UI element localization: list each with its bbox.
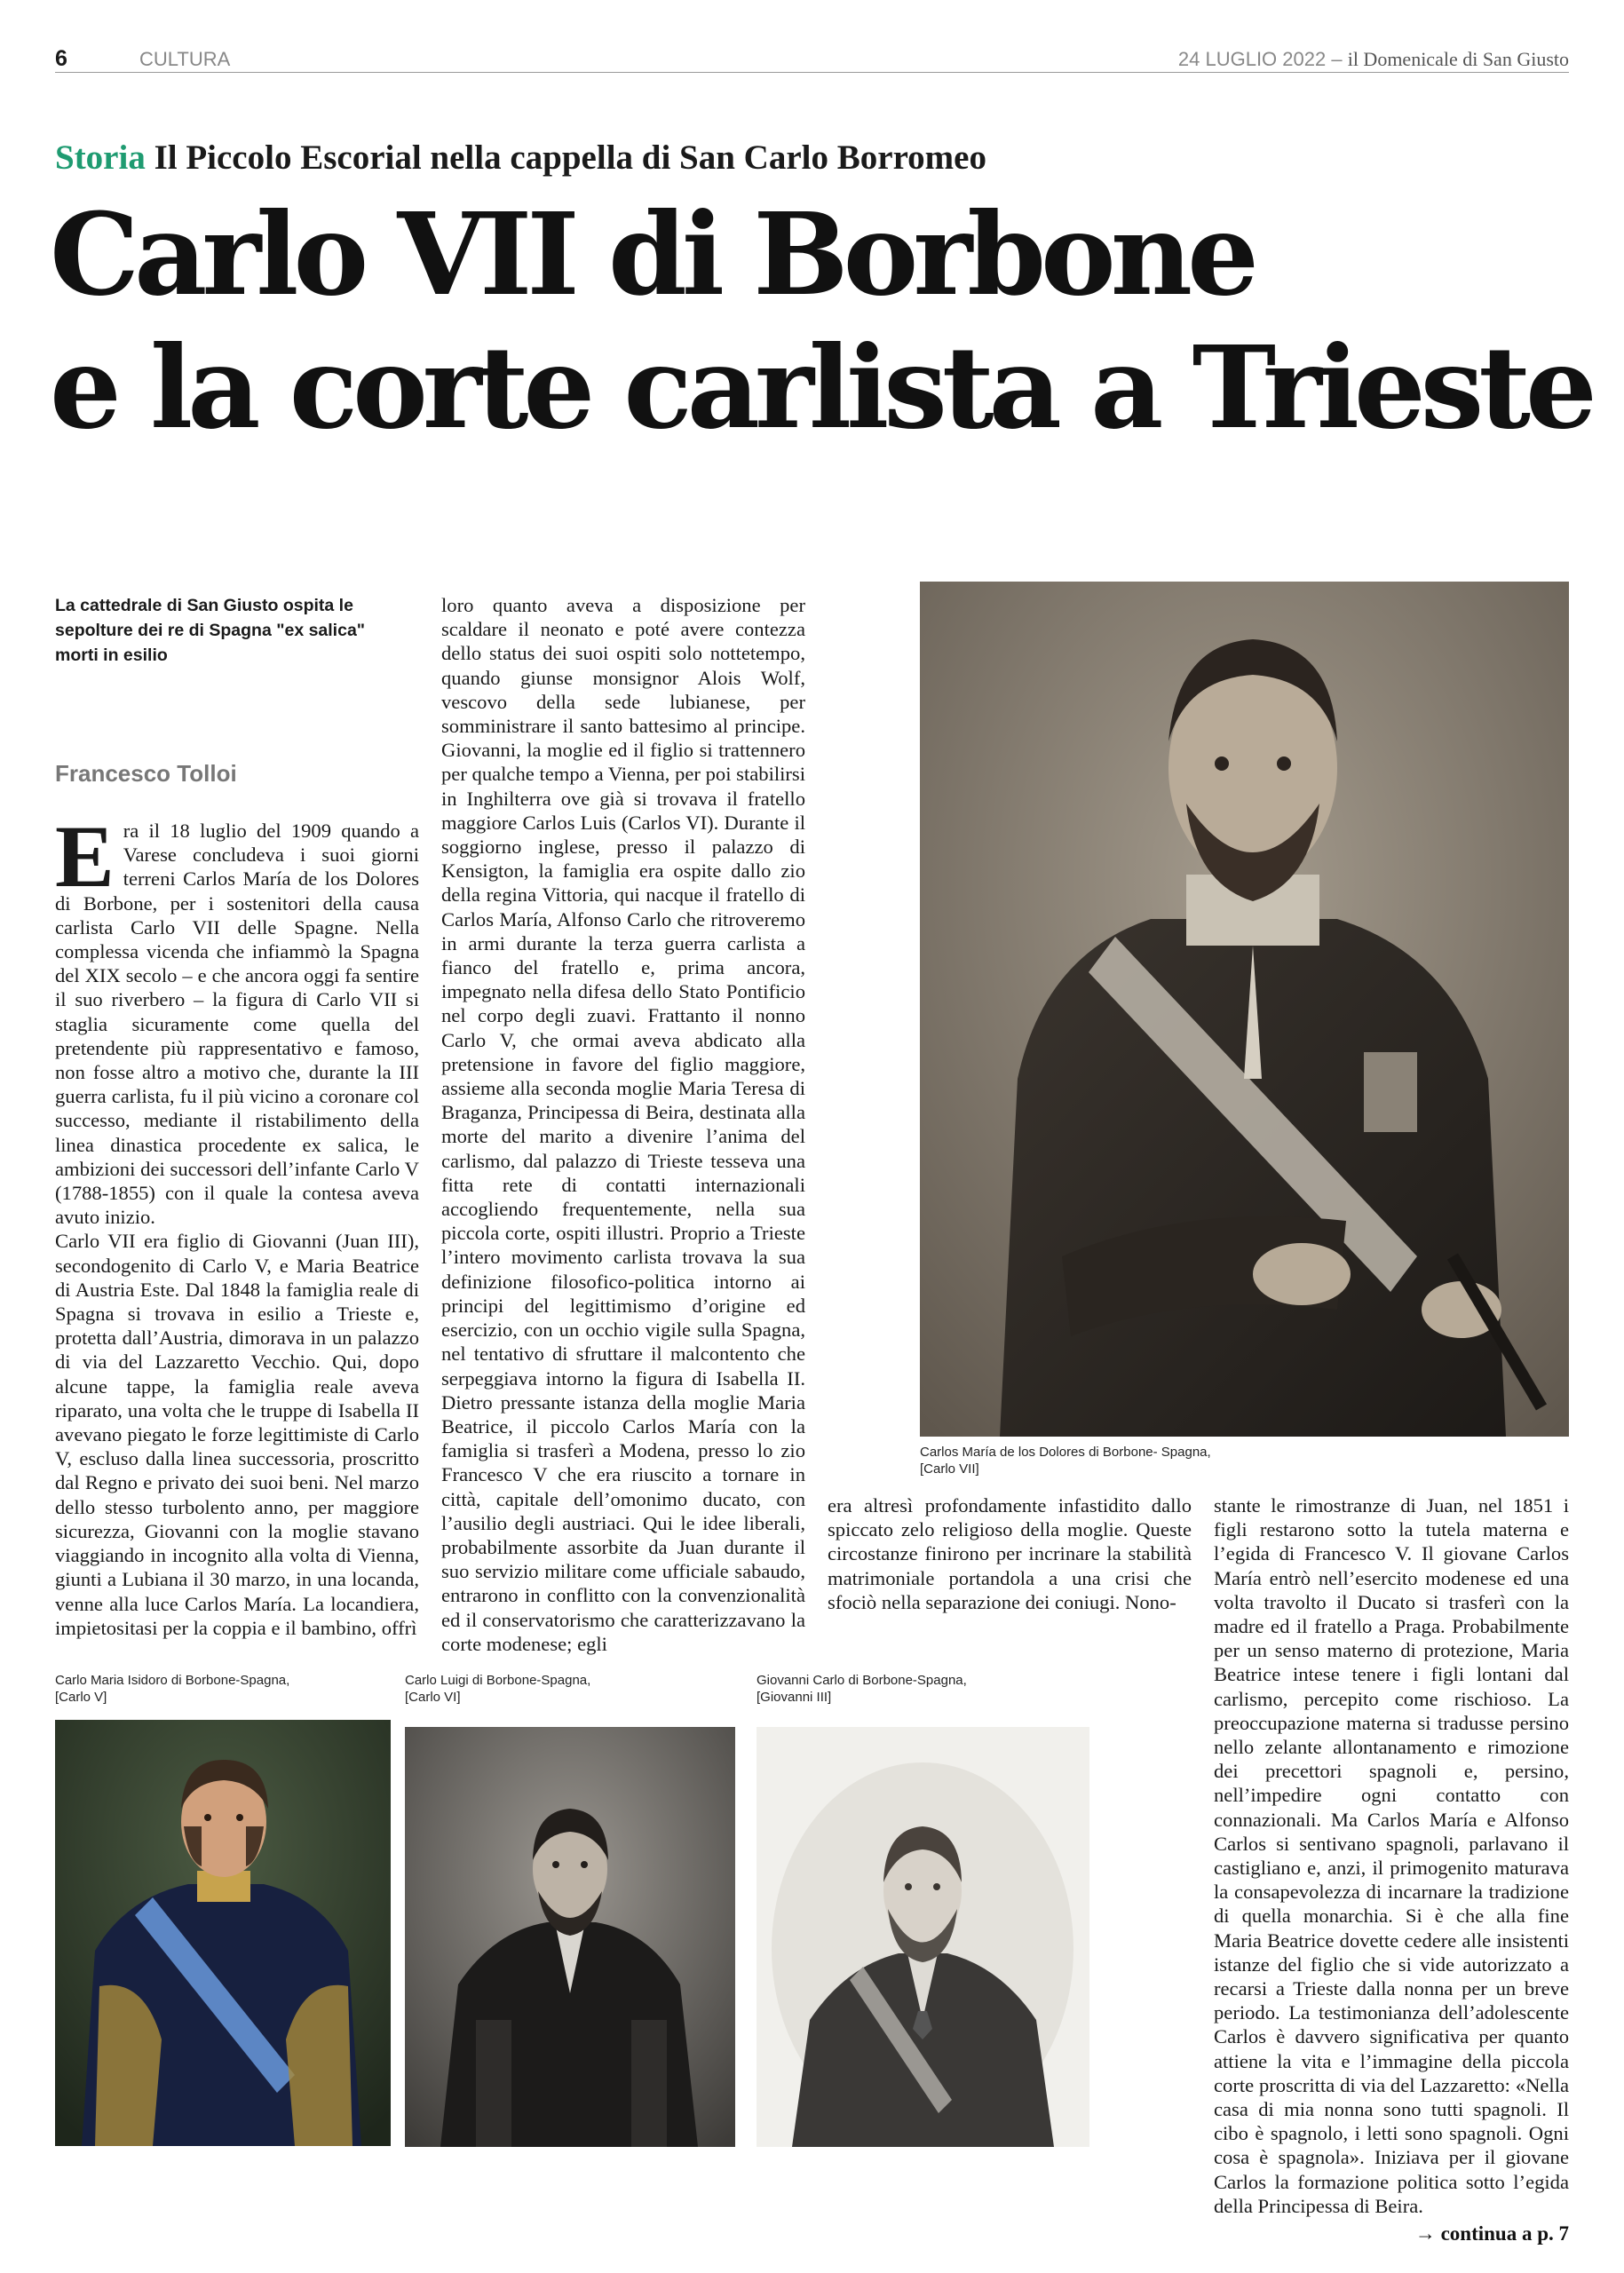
headline-line-2: e la corte carlista a Trieste	[50, 321, 1592, 454]
author-byline: Francesco Tolloi	[55, 760, 237, 787]
portrait-carlo-vii-image	[920, 582, 1569, 1437]
portrait-carlo-v-image	[55, 1720, 391, 2146]
kicker-tag: Storia	[55, 139, 146, 177]
caption-carlo-v	[55, 1672, 392, 1706]
portrait-giovanni-iii	[757, 1727, 1089, 2147]
issue-date: 24 LUGLIO 2022	[1177, 48, 1327, 70]
headline	[50, 188, 1592, 455]
caption-carlo-vi-line-2: [Carlo VI]	[405, 1690, 461, 1705]
caption-carlo-vi	[405, 1672, 742, 1706]
portrait-giovanni-iii-image	[757, 1727, 1089, 2147]
article-column-3	[828, 1493, 1192, 1614]
portrait-carlo-vii	[920, 582, 1569, 1437]
subhead: La cattedrale di San Giusto ospita le sepolture dei re di Spagna "ex salica" morti in esilio	[55, 596, 366, 665]
paragraph-1	[55, 807, 419, 1229]
caption-giovanni-iii	[757, 1672, 1094, 1706]
page-number: 6	[55, 46, 67, 71]
caption-carlo-v-line-1: Carlo Maria Isidoro di Borbone-Spagna,	[55, 1673, 290, 1688]
kicker	[55, 138, 986, 178]
caption-carlo-vii-line-1: Carlos María de los Dolores di Borbone- Spagna,	[920, 1445, 1211, 1460]
continua-link[interactable]: → continua a p. 7	[1414, 2222, 1569, 2245]
portrait-carlo-vi-image	[405, 1727, 735, 2147]
paragraph-1-text: ra il 18 luglio del 1909 quando a Varese concludeva i suoi giorni terreni Carlos María de los Dolores di Borbone, per i sostenitori della causa carlista Carlo VII delle Spagne. Nella complessa vicenda che infiammò la Spagna del XIX secolo – e che ancora oggi fa sentire il suo riverbero – la figura di Carlo VII si staglia sicuramente come quella del pretendente più rappresentativo e famoso, non fosse altro a motivo che, durante la III guerra carlista, fu il più vicino a coronare col successo, mediante il ristabilimento della linea dinastica procedente ex salica, le ambizioni dei successori dell’infante Carlo V (1788-1855) con il quale la contesa aveva avuto inizio.	[55, 820, 419, 1229]
issue-separator: –	[1326, 48, 1348, 70]
paragraph-4: era altresì profondamente infastidito dallo spiccato zelo religioso della moglie. Queste circostanze finirono per incrinare la stabilità matrimoniale portandola a una crisi che sfociò nella separazione dei coniugi. Nono-	[828, 1494, 1192, 1613]
caption-carlo-vii-line-2: [Carlo VII]	[920, 1461, 979, 1477]
caption-giovanni-iii-line-2: [Giovanni III]	[757, 1690, 832, 1705]
paragraph-3: loro quanto aveva a disposizione per scaldare il neonato e poté avere contezza dello status dei suoi ospiti solo nottetempo, quando giunse monsignor Alois Wolf, vescovo della sede lubianese, per somministrare il santo battesimo al principe. Giovanni, la moglie ed il figlio si trattennero per qualche tempo a Vienna, per poi stabilirsi in Inghilterra ove già si trovava il fratello maggiore Carlos Luis (Carlos VI). Durante il soggiorno inglese, presso il palazzo di Kensigton, la famiglia era ospite dallo zio della regina Vittoria, qui nacque il fratello di Carlos María, Alfonso Carlo che ritroveremo in armi durante la terza guerra carlista a fianco del fratello e, prima ancora, impegnato nella difesa dello Stato Pontificio nel corpo degli zuavi. Frattanto il nonno Carlo V, che ormai aveva abdicato alla pretensione in favore del figlio maggiore, assieme alla seconda moglie Maria Teresa di Braganza, Principessa di Beira, destinata alla morte del marito a divenire l’anima del carlismo, dal palazzo di Trieste tesseva una fitta rete di contatti internazionali accogliendo frequentemente, nella sua piccola corte, ospiti illustri. Proprio a Trieste l’intero movimento carlista trovava la sua definizione filosofico-politica intorno ai principi del legittimismo d’origine ed esercizio, con un occhio vigile sulla Spagna, nel tentativo di sfruttare il malcontento che serpeggiava intorno la figura di Isabella II. Dietro pressante istanza della moglie Maria Beatrice, il piccolo Carlos María con la famiglia si trasferì a Modena, presso lo zio Francesco V che era riuscito a tornare in città, capitale dell’omonimo ducato, con l’ausilio degli austriaci. Qui le idee liberali, probabilmente assorbite da Juan durante il suo servizio militare come ufficiale sabaudo, entrarono in conflitto con la convenzionalità ed il conservatorismo che caratterizzavano la corte modenese; egli	[441, 594, 805, 1655]
article-column-1	[55, 807, 419, 1640]
portrait-carlo-v	[55, 1720, 391, 2146]
kicker-text: Il Piccolo Escorial nella cappella di San Carlo Borromeo	[154, 139, 986, 177]
section-label: CULTURA	[139, 48, 231, 70]
paragraph-2: Carlo VII era figlio di Giovanni (Juan III), secondogenito di Carlo V, e Maria Beatrice di Austria Este. Dal 1848 la famiglia reale di Spagna si trovava in esilio a Trieste e, protetta dall’Austria, dimorava in un palazzo di via del Lazzaretto Vecchio. Qui, dopo alcune tappe, la famiglia reale aveva riparato, una volta che le truppe di Isabella II avevano piegato le forze legittimiste di Carlo V, escluso dalla linea successoria, proscritto dal Regno e privato dei suoi beni. Nel marzo dello stesso turbolento anno, per maggiore sicurezza, Giovanni con la moglie stavano viaggiando in incognito alla volta di Vienna, giunti a Lubiana il 30 marzo, in una locanda, venne alla luce Carlos María. La locandiera, impietositasi per la coppia e il bambino, offrì	[55, 1230, 419, 1639]
issue-info	[1178, 48, 1569, 71]
paragraph-5: stante le rimostranze di Juan, nel 1851 i figli restarono sotto la tutela materna e l’egida di Francesco V. Il giovane Carlos María entrò nell’esercito modenese ed una volta travolto il Ducato si trasferì con la madre ed il fratello a Praga. Probabilmente per un senso materno di protezione, Maria Beatrice intese tenere i figli lontani dal carlismo, percepito come rischioso. La preoccupazione materna si tradusse persino nello zelante allontanamento e rimozione dei precettori spagnoli e, persino, nell’impedire ogni contatto con connazionali. Ma Carlos María e Alfonso Carlos si sentivano spagnoli, parlavano il castigliano e, anzi, il primogenito maturava la consapevolezza di incarnare la tradizione di quella monarchia. Si è che alla fine Maria Beatrice dovette cedere alle insistenti istanze del figlio che si vide autorizzato a recarsi a Trieste dalla nonna per un breve periodo. La testimonianza dell’adolescente Carlos è davvero significativa per quanto attiene la vita e l’immagine della piccola corte proscritta di via del Lazzaretto: «Nella casa di mia nonna sono tutti spagnoli. Il cibo è spagnolo, i letti sono spagnoli. Ogni cosa è spagnola». Iniziava per il giovane Carlos la formazione politica sotto l’egida della Principessa di Beira.	[1214, 1494, 1569, 2217]
caption-carlo-vi-line-1: Carlo Luigi di Borbone-Spagna,	[405, 1673, 591, 1688]
headline-line-1: Carlo VII di Borbone	[50, 188, 1254, 321]
drop-cap: E	[55, 807, 115, 906]
publication-name: il Domenicale di San Giusto	[1347, 48, 1569, 70]
portrait-carlo-vi	[405, 1727, 735, 2147]
caption-giovanni-iii-line-1: Giovanni Carlo di Borbone-Spagna,	[757, 1673, 967, 1688]
page-header	[55, 46, 1569, 73]
article-column-4	[1214, 1493, 1569, 2218]
article-column-2	[441, 593, 805, 1656]
caption-carlo-vii	[920, 1444, 1569, 1477]
caption-carlo-v-line-2: [Carlo V]	[55, 1690, 107, 1705]
